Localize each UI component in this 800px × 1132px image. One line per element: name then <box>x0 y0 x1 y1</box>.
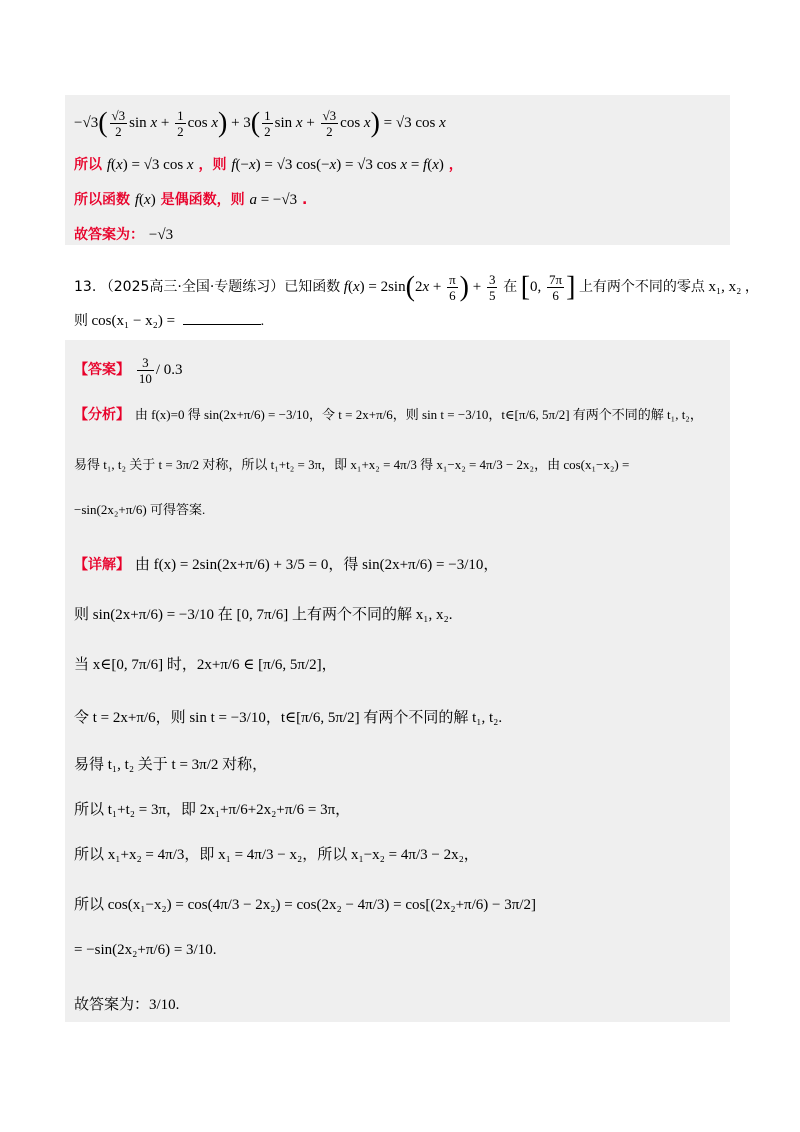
detail-line-5 <box>74 755 267 775</box>
text: 所以 <box>74 157 102 173</box>
detail-line-2 <box>74 605 452 625</box>
prev-line-3 <box>74 190 307 210</box>
detail-text: 当 x∈[0, 7π/6] 时，2x+π/6 ∈ [π/6, 5π/2]， <box>74 657 337 673</box>
math: f(−x) = √3 cos(−x) = √3 cos x = f(x) <box>231 157 444 173</box>
text: 则 <box>74 313 88 329</box>
prev-line-2 <box>74 155 463 175</box>
detail-label: 【详解】 <box>74 557 130 573</box>
question-zeros: x₁, x₂ <box>708 278 742 295</box>
answer-line <box>74 355 183 386</box>
detail-line-7 <box>74 845 479 865</box>
answer-label: 【答案】 <box>74 361 130 378</box>
text: ， <box>744 278 759 295</box>
math: −√3 <box>148 227 174 243</box>
detail-text: 则 sin(2x+π/6) = −3/10 在 [0, 7π/6] 上有两个不同的解 x₁, x₂. <box>74 607 453 623</box>
question-source: （2025高三·全国·专题练习）已知函数 <box>99 278 341 295</box>
text: 故答案为： <box>74 227 144 243</box>
detail-text: 所以 t₁+t₂ = 3π，即 2x₁+π/6+2x₂+π/6 = 3π， <box>74 802 351 818</box>
detail-text: 所以 cos(x₁−x₂) = cos(4π/3 − 2x₂) = cos(2x₂ − 4π/3) = cos[(2x₂+π/6) − 3π/2] <box>74 897 536 913</box>
analysis-label: 【分析】 <box>74 407 130 423</box>
detail-line-6 <box>74 800 350 820</box>
prev-line-1-math: −√3( $\frac{√3}{2}$ sin x + $\frac{1}{2}$ cos x) + 3( $\frac{1}{2}$ sin x + $\frac{√3}{2}$ cos x) = √3 cos x <box>74 107 446 139</box>
answer-blank <box>183 310 261 325</box>
analysis-text: 易得 t₁, t₂ 关于 t = 3π/2 对称，所以 t₁+t₂ = 3π，即 x₁+x₂ = 4π/3 得 x₁−x₂ = 4π/3 − 2x₂，由 cos(x₁−x₂) = <box>74 457 630 472</box>
text: 在 <box>503 278 518 295</box>
question-13-line-2 <box>74 310 264 332</box>
text: 所以函数 <box>74 192 130 208</box>
prev-line-4 <box>74 225 173 245</box>
text: ， <box>448 157 463 173</box>
detail-line-9 <box>74 940 216 960</box>
text: . <box>260 314 265 329</box>
analysis-line-2 <box>74 455 629 475</box>
analysis-text: 由 f(x)=0 得 sin(2x+π/6) = −3/10，令 t = 2x+π/6，则 sin t = −3/10，t∈[π/6, 5π/2] 有两个不同的解 t₁, t₂， <box>134 407 703 422</box>
detail-text: 所以 x₁+x₂ = 4π/3，即 x₁ = 4π/3 − x₂，所以 x₁−x₂ = 4π/3 − 2x₂， <box>74 847 479 863</box>
prev-line-1 <box>74 108 446 139</box>
detail-line-8 <box>74 895 536 915</box>
question-interval: [0, $\frac{7\pi}{6}$ ] <box>520 271 576 303</box>
text: . <box>302 192 308 208</box>
question-function: f(x) = 2sin(2x + $\frac{\pi}{6}$ ) + $\frac{3}{5}$ <box>343 271 496 303</box>
detail-text: 令 t = 2x+π/6，则 sin t = −3/10，t∈[π/6, 5π/2] 有两个不同的解 t₁, t₂. <box>74 710 503 726</box>
detail-line-4 <box>74 708 502 728</box>
detail-line-1 <box>74 555 498 575</box>
math: a = −√3 <box>249 192 298 208</box>
math: f(x) = √3 cos x <box>106 157 194 173</box>
text: 上有两个不同的零点 <box>578 278 705 295</box>
detail-line-10 <box>74 995 179 1015</box>
text: ，则 <box>198 157 227 173</box>
text: 是偶函数，则 <box>160 192 245 208</box>
detail-text: 易得 t₁, t₂ 关于 t = 3π/2 对称， <box>74 757 268 773</box>
answer-value: $\frac{3}{10}$ / 0.3 <box>138 355 183 386</box>
analysis-text: −sin(2x₂+π/6) 可得答案. <box>74 502 206 517</box>
answer-alt: 0.3 <box>163 361 183 378</box>
detail-text: = −sin(2x₂+π/6) = 3/10. <box>74 942 217 958</box>
question-number: 13. <box>74 278 97 295</box>
solution-block <box>65 340 730 1022</box>
math: f(x) <box>134 192 156 208</box>
detail-text: 由 f(x) = 2sin(2x+π/6) + 3/5 = 0，得 sin(2x+π/6) = −3/10， <box>134 557 499 573</box>
question-13-line-1 <box>74 272 759 303</box>
detail-line-3 <box>74 655 337 675</box>
analysis-line-3 <box>74 500 205 520</box>
question-expression: cos(x₁ − x₂) = <box>91 313 176 329</box>
analysis-line-1 <box>74 405 703 425</box>
detail-text: 故答案为：3/10. <box>74 997 180 1013</box>
